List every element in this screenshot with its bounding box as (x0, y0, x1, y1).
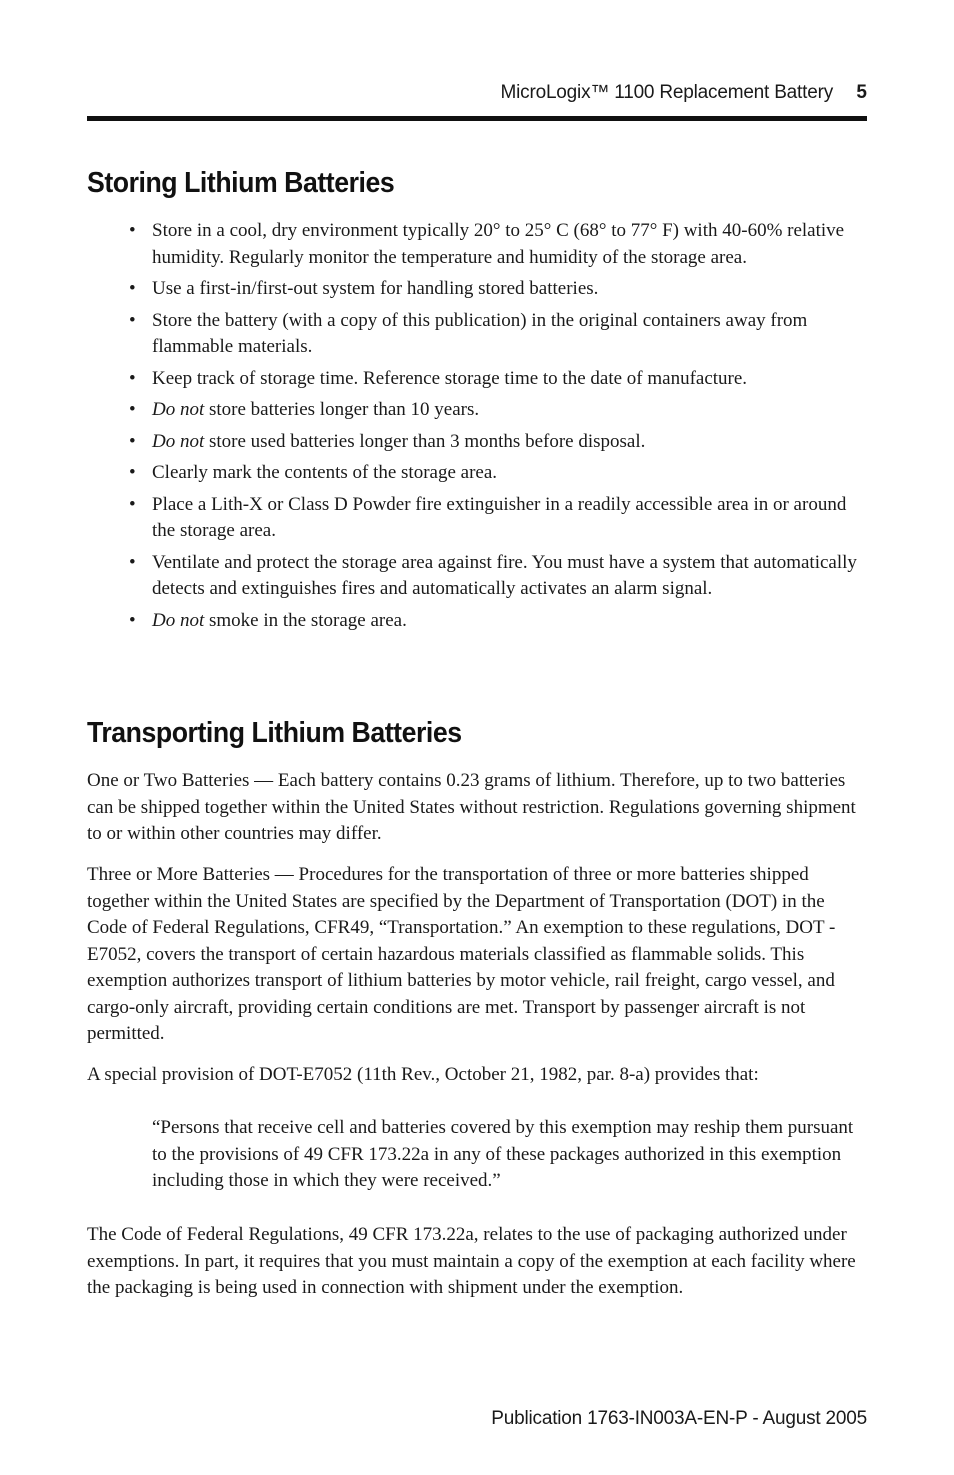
list-item (129, 276, 869, 303)
list-item (129, 460, 869, 487)
bullet-text: Place a Lith-X or Class D Powder fire extinguisher in a readily accessible area in or around the storage area. (152, 493, 847, 541)
bullet-text: Store in a cool, dry environment typically 20° to 25° C (68° to 77° F) with 40-60% relative humidity. Regularly monitor the temperature and humidity of the storage area. (152, 220, 845, 268)
bullet-icon: • (129, 430, 136, 452)
section-heading-storing: Storing Lithium Batteries (87, 167, 395, 199)
paragraph-special-provision: A special provision of DOT-E7052 (11th Rev., October 21, 1982, par. 8-a) provides that: (87, 1064, 759, 1085)
paragraph-three-or-more: Three or More Batteries — Procedures for the transportation of three or more batteries shipped together within the United States are specified by the Department of Transportation (DOT) in the Code of Federal Regulations, CFR49, “Transportation.” An exemption to these regulations, DOT - E7052, covers the transport of certain hazardous materials classified as flammable solids. This exemption authorizes transport of lithium batteries by motor vehicle, rail freight, cargo vessel, and cargo-only aircraft, providing certain conditions are met. Transport by passenger aircraft is not permitted. (87, 864, 836, 1044)
list-item (129, 308, 869, 361)
list-item (129, 429, 869, 456)
bullet-text: Clearly mark the contents of the storage area. (152, 462, 498, 483)
bullet-icon: • (129, 609, 136, 631)
bullet-text: Use a first-in/first-out system for handling stored batteries. (152, 278, 599, 299)
header-rule (87, 116, 867, 121)
bullet-icon: • (129, 551, 136, 573)
storing-bullet-list (129, 218, 869, 639)
header-title: MicroLogix™ 1100 Replacement Battery (500, 82, 833, 103)
list-item (129, 608, 869, 635)
emphasis: Do not (152, 609, 205, 631)
emphasis: Do not (152, 430, 205, 452)
list-item (129, 550, 869, 603)
footer-publication: Publication 1763-IN003A-EN-P - August 2005 (491, 1408, 867, 1429)
list-item (129, 218, 869, 271)
block-quote: “Persons that receive cell and batteries covered by this exemption may reship them pursuant to the provisions of 49 CFR 173.22a in any of these packages authorized in this exemption including those in which they were received.” (152, 1117, 854, 1191)
bullet-icon: • (129, 220, 136, 241)
page-number: 5 (856, 82, 867, 103)
bullet-text: smoke in the storage area. (204, 609, 407, 631)
bullet-text: store batteries longer than 10 years. (204, 399, 480, 420)
bullet-icon: • (129, 399, 136, 420)
bullet-text: Keep track of storage time. Reference storage time to the date of manufacture. (152, 367, 748, 389)
paragraph-one-or-two: One or Two Batteries — Each battery contains 0.23 grams of lithium. Therefore, up to two batteries can be shipped together within the United States without restriction. Regulations governing shipment to or within other countries may differ. (87, 770, 856, 844)
bullet-icon: • (129, 462, 136, 483)
bullet-icon: • (129, 367, 136, 389)
bullet-text: Store the battery (with a copy of this publication) in the original containers away from flammable materials. (152, 309, 808, 357)
list-item (129, 492, 869, 545)
bullet-icon: • (129, 278, 136, 299)
bullet-text: store used batteries longer than 3 months before disposal. (204, 430, 646, 452)
bullet-icon: • (129, 493, 136, 515)
list-item (129, 366, 869, 393)
bullet-text: Ventilate and protect the storage area against fire. You must have a system that automatically detects and extinguishes fires and automatically activates an alarm signal. (152, 551, 857, 599)
emphasis: Do not (152, 399, 205, 420)
section-heading-transporting: Transporting Lithium Batteries (87, 717, 462, 749)
running-header (87, 80, 867, 110)
paragraph-cfr: The Code of Federal Regulations, 49 CFR 173.22a, relates to the use of packaging authorized under exemptions. In part, it requires that you must maintain a copy of the exemption at each facility where the packaging is being used in connection with shipment under the exemption. (87, 1224, 856, 1298)
list-item (129, 397, 869, 424)
bullet-icon: • (129, 309, 136, 331)
